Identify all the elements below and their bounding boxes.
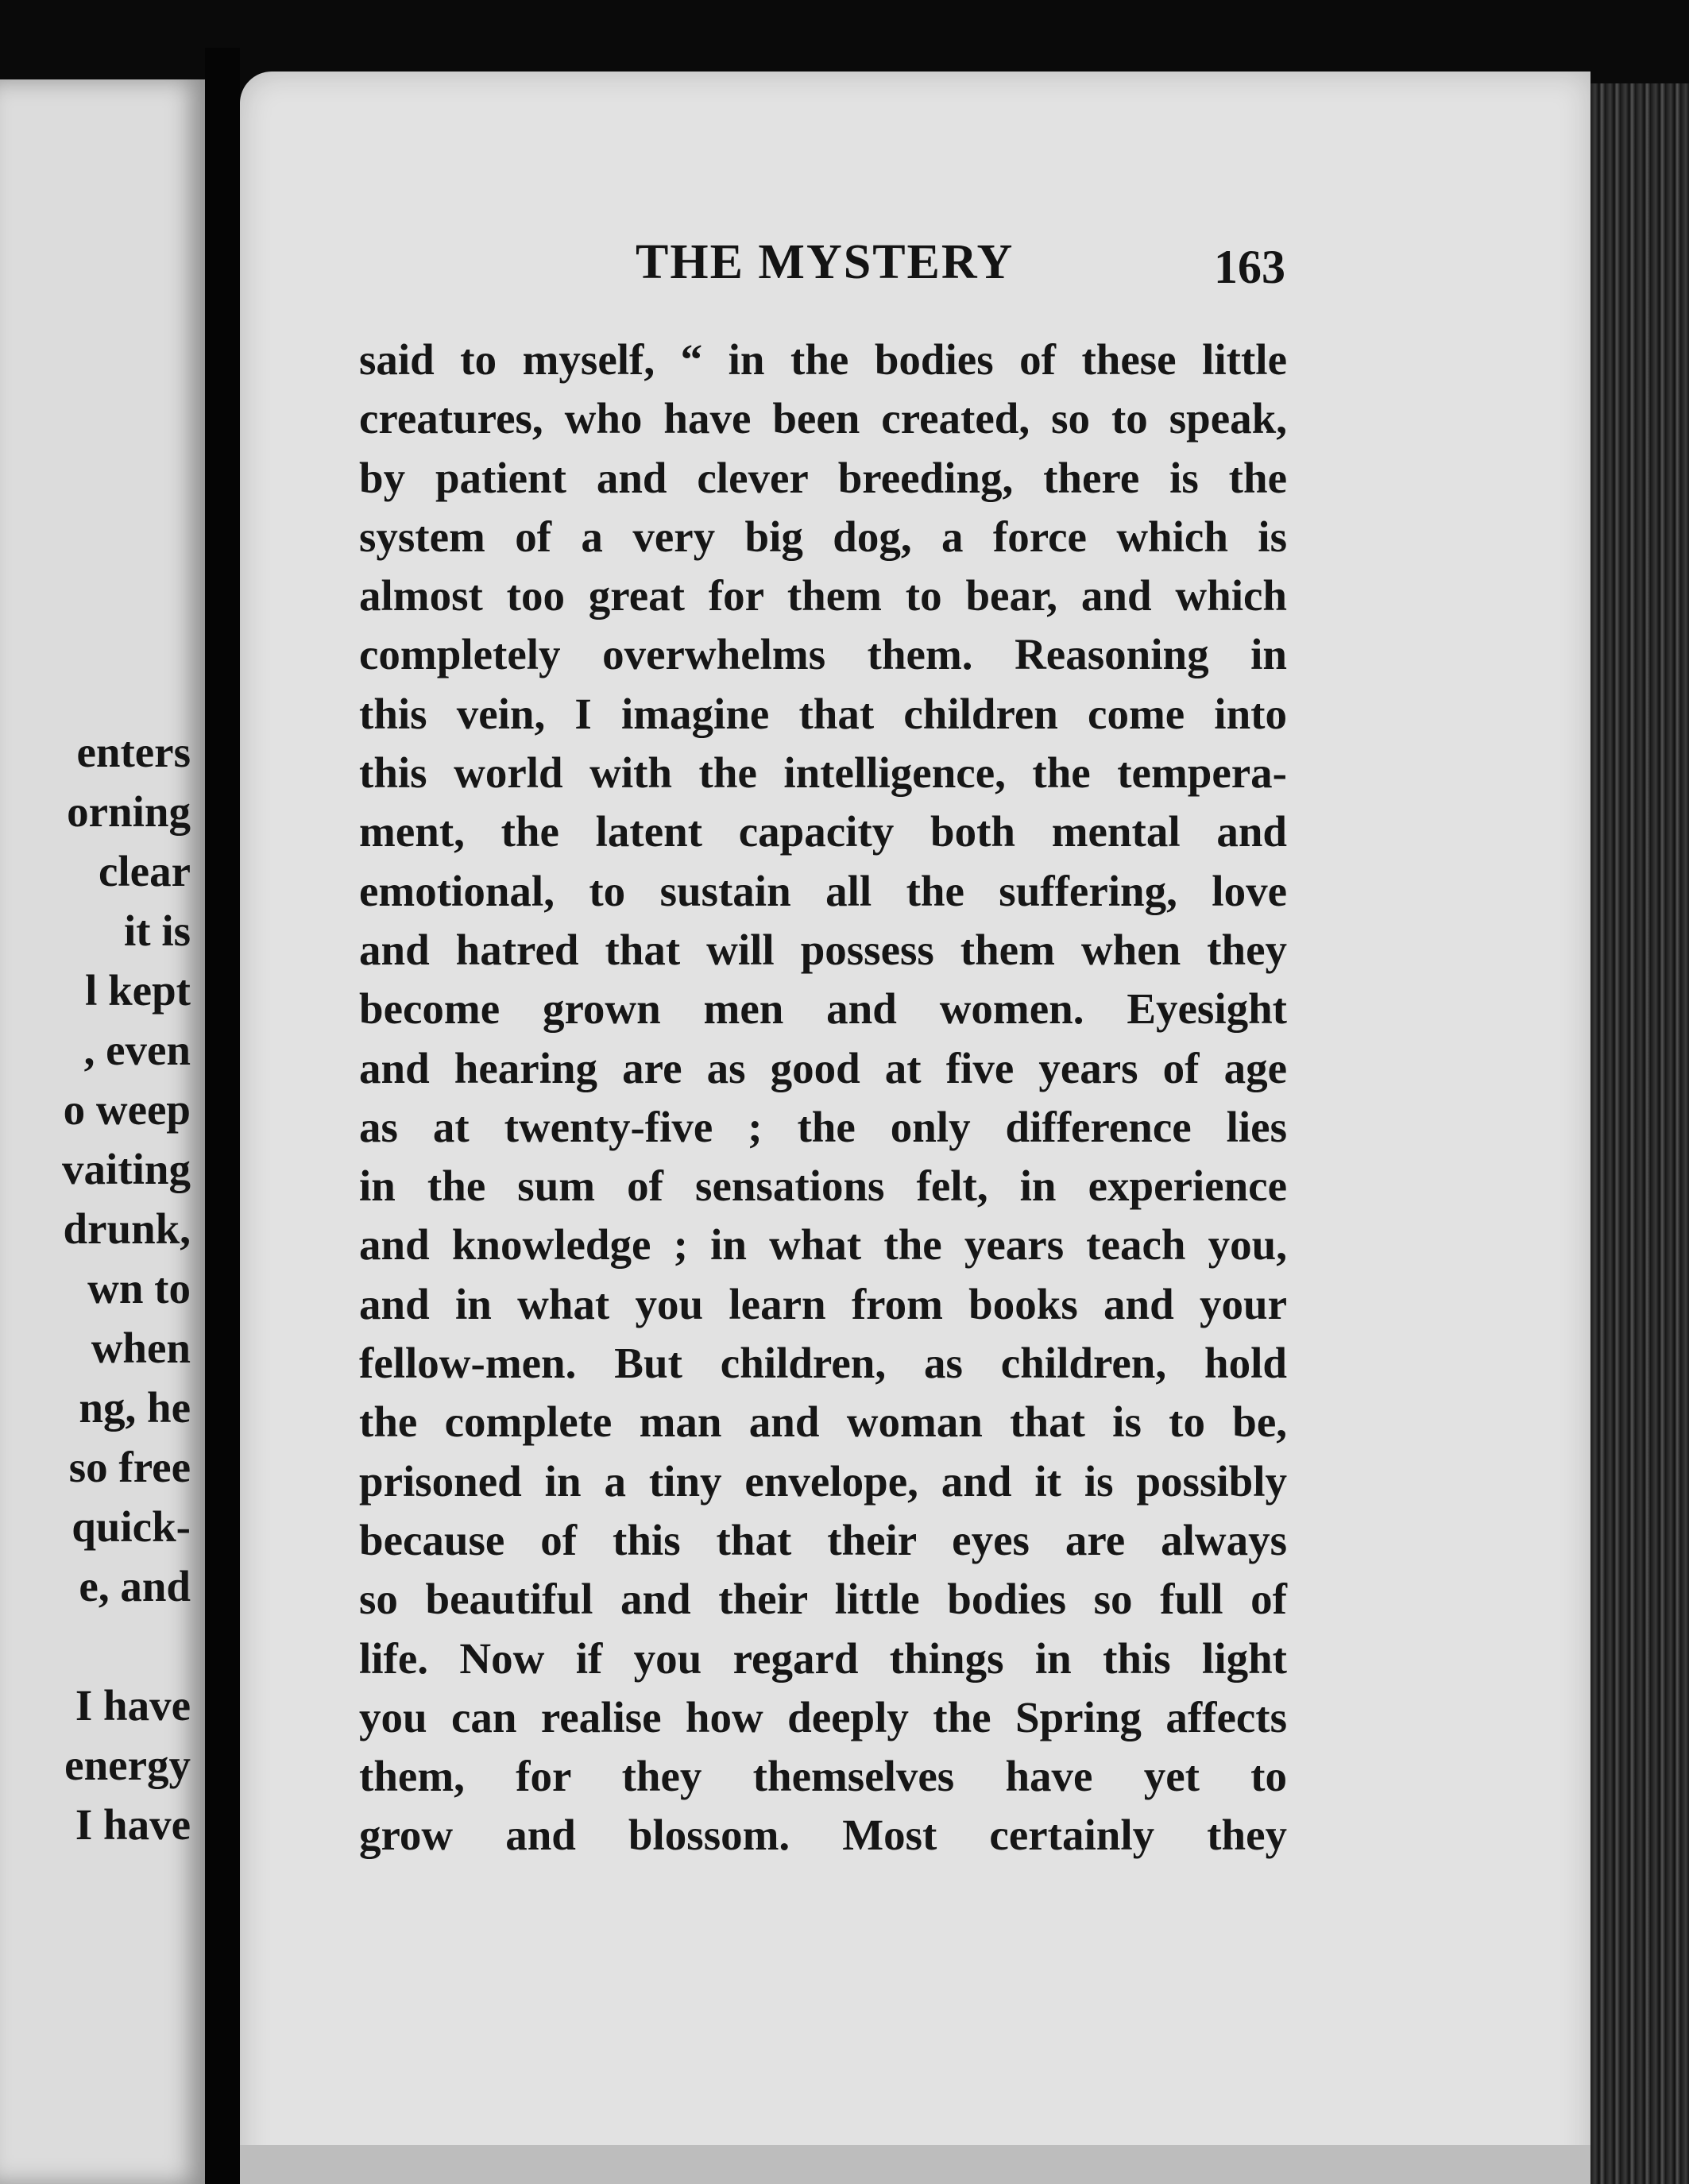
text-line: system of a very big dog, a force which is — [359, 512, 1287, 561]
left-page-line: drunk, — [63, 1204, 191, 1253]
text-line: the complete man and woman that is to be, — [359, 1397, 1287, 1447]
text-line: prisoned in a tiny envelope, and it is possibly — [359, 1456, 1287, 1506]
left-page-line: orning — [67, 787, 191, 836]
text-line: ment, the latent capacity both mental and — [359, 807, 1287, 856]
text-line: by patient and clever breeding, there is the — [359, 453, 1287, 502]
page-edges — [1590, 83, 1689, 2184]
left-page-line: when — [91, 1324, 191, 1372]
left-page-line: energy — [64, 1741, 191, 1789]
left-page-line: l kept — [85, 966, 191, 1015]
text-line: so beautiful and their little bodies so full of — [359, 1575, 1287, 1624]
left-page-line: , even — [83, 1026, 191, 1074]
previous-page — [0, 79, 205, 2184]
text-line: this world with the intelligence, the tempera- — [359, 748, 1287, 798]
running-title: THE MYSTERY — [636, 235, 1015, 289]
left-page-line: enters — [76, 728, 191, 776]
text-line: become grown men and women. Eyesight — [359, 984, 1287, 1034]
text-line: you can realise how deeply the Spring affects — [359, 1692, 1287, 1741]
text-line: in the sum of sensations felt, in experience — [359, 1162, 1287, 1211]
left-page-line: wn to — [87, 1264, 191, 1312]
left-page-line: vaiting — [62, 1145, 191, 1193]
text-line: and hatred that will possess them when they — [359, 925, 1287, 974]
left-page-line: ng, he — [79, 1383, 191, 1432]
left-page-line: I have — [75, 1681, 191, 1730]
text-line: and knowledge ; in what the years teach you, — [359, 1220, 1287, 1270]
book-gutter — [205, 48, 240, 2184]
text-line: because of this that their eyes are always — [359, 1515, 1287, 1564]
text-line: completely overwhelms them. Reasoning in — [359, 630, 1287, 679]
text-line: and hearing are as good at five years of age — [359, 1043, 1287, 1092]
left-page-line: so free — [68, 1443, 191, 1491]
text-line: emotional, to sustain all the suffering, love — [359, 866, 1287, 915]
left-page-line: clear — [98, 847, 191, 895]
left-page-line: I have — [75, 1800, 191, 1849]
left-page-line: o weep — [63, 1085, 191, 1134]
left-page-line: quick- — [72, 1502, 191, 1551]
text-line: grow and blossom. Most certainly they — [359, 1811, 1287, 1860]
left-page-line: e, and — [79, 1562, 191, 1610]
text-line: creatures, who have been created, so to speak, — [359, 394, 1287, 443]
text-line: as at twenty-five ; the only difference lies — [359, 1102, 1287, 1151]
text-line: fellow-men. But children, as children, hold — [359, 1339, 1287, 1388]
page-bottom-edge — [240, 2145, 1590, 2184]
text-line: them, for they themselves have yet to — [359, 1752, 1287, 1801]
left-page-line: it is — [123, 906, 191, 955]
page-number: 163 — [1214, 241, 1285, 293]
text-line: this vein, I imagine that children come into — [359, 689, 1287, 738]
text-line: said to myself, “ in the bodies of these little — [359, 335, 1287, 384]
body-text — [359, 330, 1287, 1865]
text-line: almost too great for them to bear, and which — [359, 571, 1287, 620]
text-line: life. Now if you regard things in this light — [359, 1633, 1287, 1683]
text-line: and in what you learn from books and your — [359, 1279, 1287, 1328]
